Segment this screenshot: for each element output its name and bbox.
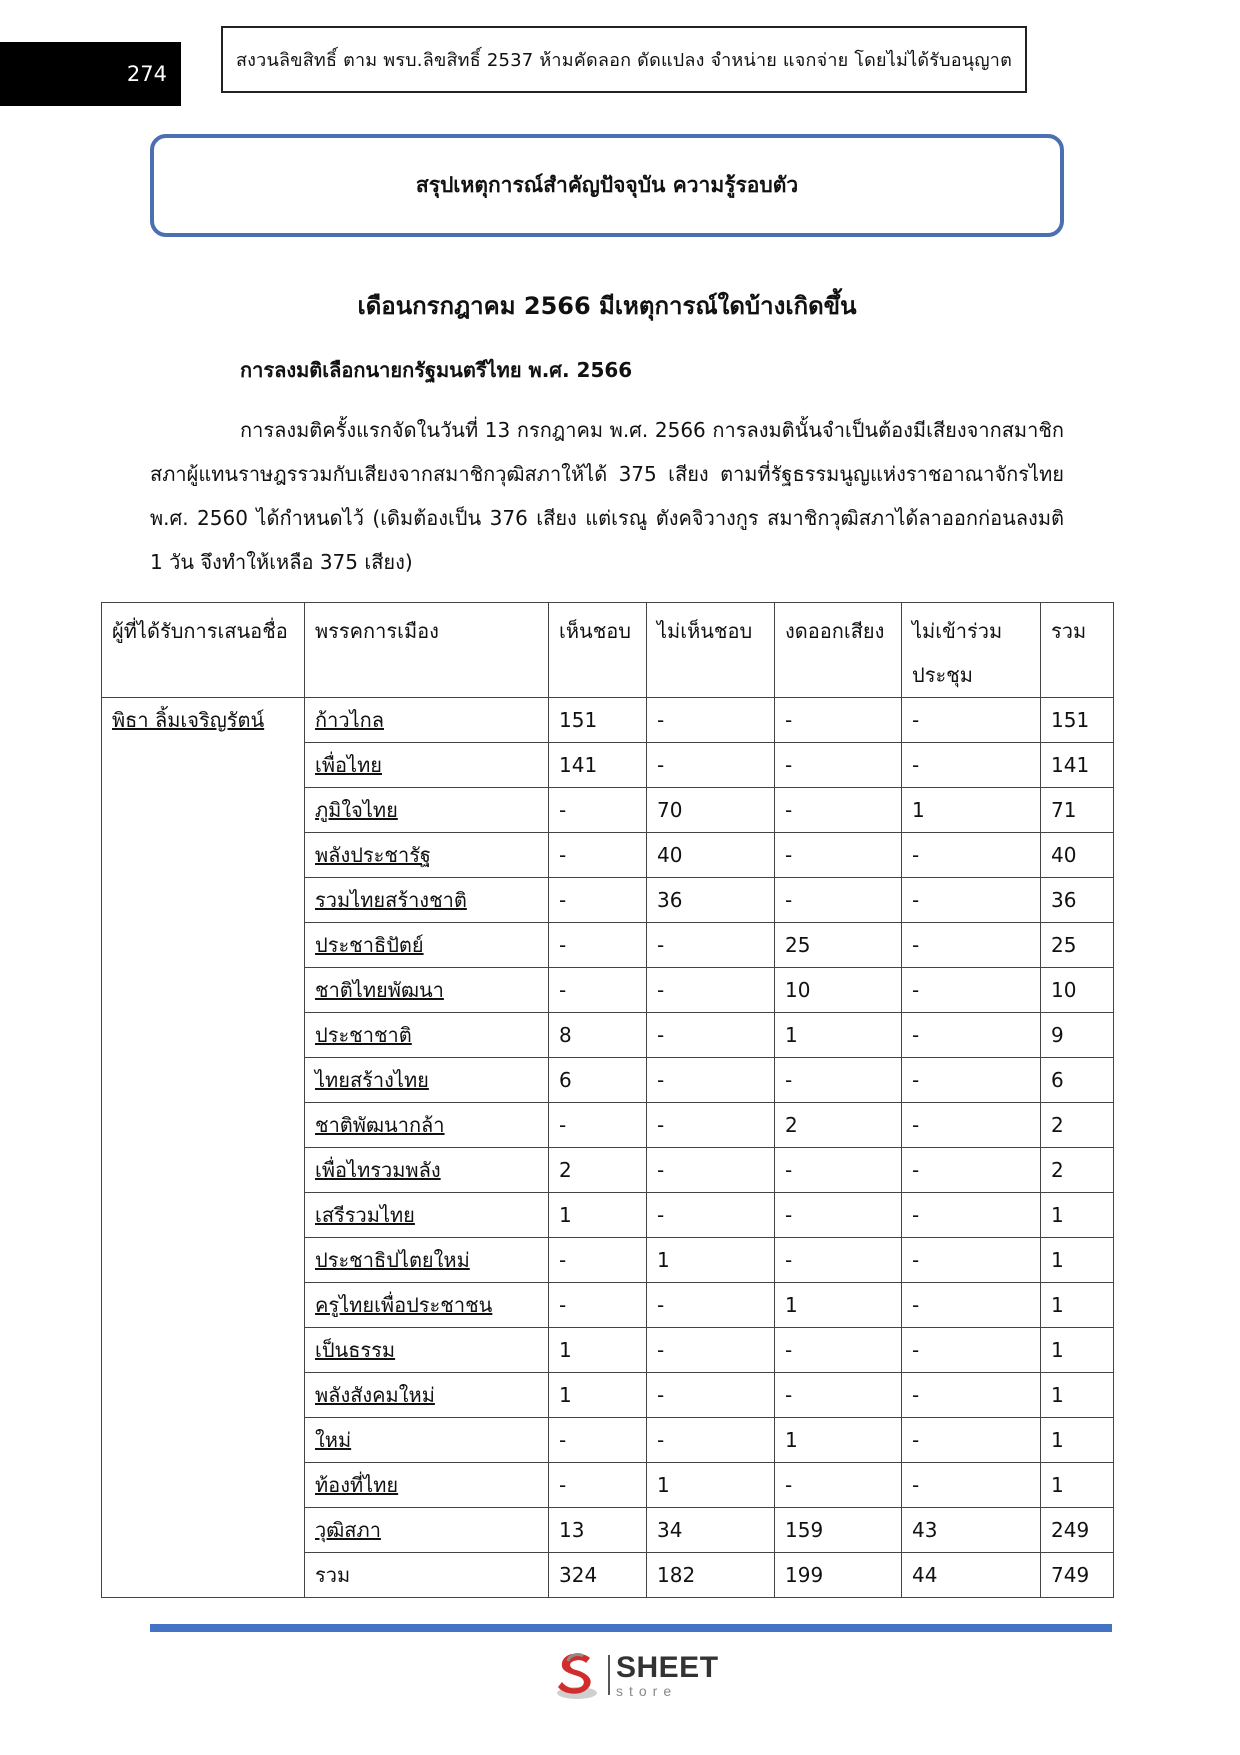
- cell-total: 9: [1041, 1013, 1114, 1058]
- cell-abstain: -: [775, 1193, 902, 1238]
- cell-abstain: -: [775, 1148, 902, 1193]
- cell-approve: 8: [549, 1013, 647, 1058]
- party-link[interactable]: ประชาธิปไตยใหม่: [315, 1248, 470, 1272]
- cell-party: [305, 698, 549, 743]
- cell-party: [305, 1238, 549, 1283]
- cell-abstain: -: [775, 788, 902, 833]
- cell-abstain: -: [775, 743, 902, 788]
- article-paragraph: การลงมติครั้งแรกจัดในวันที่ 13 กรกฎาคม พ.ศ. 2566 การลงมตินั้นจำเป็นต้องมีเสียงจากสมาชิกสภาผู้แทนราษฎรรวมกับเสียงจากสมาชิกวุฒิสภาให้ได้ 375 เสียง ตามที่รัฐธรรมนูญแห่งราชอาณาจักรไทย พ.ศ. 2560 ได้กำหนดไว้ (เดิมต้องเป็น 376 เสียง แต่เรณู ตังคจิวางกูร สมาชิกวุฒิสภาได้ลาออกก่อนลงมติ 1 วัน จึงทำให้เหลือ 375 เสียง): [150, 418, 1064, 574]
- logo-word: SHEET: [616, 1650, 719, 1684]
- cell-disapprove: 1: [647, 1238, 775, 1283]
- party-link[interactable]: เพื่อไทรวมพลัง: [315, 1158, 441, 1182]
- party-link[interactable]: รวมไทยสร้างชาติ: [315, 888, 467, 912]
- header-approve: เห็นชอบ: [549, 603, 647, 698]
- sheet-store-logo: [552, 1648, 722, 1702]
- cell-absent: -: [902, 1058, 1041, 1103]
- cell-total: 1: [1041, 1328, 1114, 1373]
- cell-approve: 1: [549, 1373, 647, 1418]
- cell-absent: 44: [902, 1553, 1041, 1598]
- cell-disapprove: -: [647, 1013, 775, 1058]
- cell-absent: -: [902, 878, 1041, 923]
- cell-approve: -: [549, 1238, 647, 1283]
- cell-abstain: 2: [775, 1103, 902, 1148]
- cell-total: 6: [1041, 1058, 1114, 1103]
- cell-party: [305, 1508, 549, 1553]
- party-link[interactable]: เสรีรวมไทย: [315, 1203, 415, 1227]
- article-subheading: การลงมติเลือกนายกรัฐมนตรีไทย พ.ศ. 2566: [240, 358, 633, 382]
- cell-approve: 13: [549, 1508, 647, 1553]
- cell-absent: -: [902, 1013, 1041, 1058]
- cell-disapprove: -: [647, 968, 775, 1013]
- party-link[interactable]: ชาติพัฒนากล้า: [315, 1113, 445, 1137]
- cell-absent: -: [902, 698, 1041, 743]
- cell-abstain: -: [775, 1328, 902, 1373]
- cell-absent: -: [902, 833, 1041, 878]
- page-number: 274: [126, 62, 167, 86]
- footer-bar: [150, 1624, 1112, 1632]
- cell-disapprove: -: [647, 923, 775, 968]
- header-total: รวม: [1041, 603, 1114, 698]
- cell-party: [305, 1193, 549, 1238]
- cell-absent: -: [902, 1238, 1041, 1283]
- cell-party: [305, 1058, 549, 1103]
- cell-party: [305, 1283, 549, 1328]
- party-link[interactable]: ท้องที่ไทย: [315, 1473, 399, 1497]
- party-link[interactable]: ประชาชาติ: [315, 1023, 412, 1047]
- cell-absent: -: [902, 923, 1041, 968]
- logo-subword: store: [616, 1682, 678, 1699]
- cell-approve: -: [549, 1283, 647, 1328]
- table-row: [102, 698, 1114, 743]
- cell-total: 36: [1041, 878, 1114, 923]
- cell-total: 2: [1041, 1103, 1114, 1148]
- cell-disapprove: 40: [647, 833, 775, 878]
- header-abstain: งดออกเสียง: [775, 603, 902, 698]
- cell-disapprove: -: [647, 1418, 775, 1463]
- cell-total: 1: [1041, 1463, 1114, 1508]
- party-link[interactable]: พลังประชารัฐ: [315, 843, 431, 867]
- cell-party: [305, 1013, 549, 1058]
- cell-absent: -: [902, 1193, 1041, 1238]
- cell-total: 749: [1041, 1553, 1114, 1598]
- cell-party: [305, 1328, 549, 1373]
- cell-disapprove: 70: [647, 788, 775, 833]
- cell-total: 1: [1041, 1373, 1114, 1418]
- page-number-tab: [0, 42, 181, 106]
- cell-total: 141: [1041, 743, 1114, 788]
- cell-total: 25: [1041, 923, 1114, 968]
- cell-approve: -: [549, 833, 647, 878]
- cell-approve: 151: [549, 698, 647, 743]
- cell-absent: -: [902, 1148, 1041, 1193]
- cell-disapprove: -: [647, 698, 775, 743]
- header-disapprove: ไม่เห็นชอบ: [647, 603, 775, 698]
- party-link[interactable]: ครูไทยเพื่อประชาชน: [315, 1293, 493, 1317]
- page-heading: เดือนกรกฎาคม 2566 มีเหตุการณ์ใดบ้างเกิดขึ้น: [357, 292, 857, 320]
- cell-total: 40: [1041, 833, 1114, 878]
- sheet-store-s-logo-icon: [552, 1649, 602, 1701]
- cell-disapprove: 36: [647, 878, 775, 923]
- cell-party: [305, 1418, 549, 1463]
- cell-absent: 43: [902, 1508, 1041, 1553]
- cell-absent: -: [902, 1373, 1041, 1418]
- cell-party: [305, 1463, 549, 1508]
- section-title-box: [150, 134, 1064, 237]
- cell-absent: -: [902, 743, 1041, 788]
- cell-abstain: 10: [775, 968, 902, 1013]
- cell-approve: -: [549, 1103, 647, 1148]
- cell-approve: 141: [549, 743, 647, 788]
- cell-disapprove: 1: [647, 1463, 775, 1508]
- party-link[interactable]: ก้าวไกล: [315, 708, 384, 732]
- header-party: พรรคการเมือง: [305, 603, 549, 698]
- nominee-link[interactable]: พิธา ลิ้มเจริญรัตน์: [112, 708, 265, 732]
- cell-approve: -: [549, 788, 647, 833]
- cell-approve: -: [549, 1463, 647, 1508]
- logo-text: [616, 1650, 719, 1699]
- party-link[interactable]: เป็นธรรม: [315, 1338, 396, 1362]
- logo-separator: [608, 1655, 610, 1695]
- cell-party: [305, 923, 549, 968]
- cell-disapprove: -: [647, 1103, 775, 1148]
- party-link[interactable]: ชาติไทยพัฒนา: [315, 978, 444, 1002]
- cell-abstain: 159: [775, 1508, 902, 1553]
- cell-disapprove: 182: [647, 1553, 775, 1598]
- cell-approve: -: [549, 923, 647, 968]
- cell-abstain: -: [775, 698, 902, 743]
- cell-absent: -: [902, 1283, 1041, 1328]
- cell-approve: -: [549, 878, 647, 923]
- cell-disapprove: -: [647, 1148, 775, 1193]
- cell-party: [305, 1148, 549, 1193]
- cell-abstain: 1: [775, 1013, 902, 1058]
- vote-results-table: [101, 602, 1114, 1598]
- cell-absent: -: [902, 1418, 1041, 1463]
- header-nominee: ผู้ที่ได้รับการเสนอชื่อ: [102, 603, 305, 698]
- cell-abstain: -: [775, 1058, 902, 1103]
- party-link[interactable]: ไทยสร้างไทย: [315, 1068, 429, 1092]
- section-title: สรุปเหตุการณ์สำคัญปัจจุบัน ความรู้รอบตัว: [415, 173, 799, 197]
- cell-total: 151: [1041, 698, 1114, 743]
- cell-absent: -: [902, 1103, 1041, 1148]
- cell-absent: -: [902, 1328, 1041, 1373]
- cell-party: [305, 878, 549, 923]
- table-body: [102, 698, 1114, 1598]
- cell-total: 1: [1041, 1418, 1114, 1463]
- party-link[interactable]: เพื่อไทย: [315, 753, 382, 777]
- cell-abstain: 25: [775, 923, 902, 968]
- copyright-notice: สงวนลิขสิทธิ์ ตาม พรบ.ลิขสิทธิ์ 2537 ห้ามคัดลอก ดัดแปลง จำหน่าย แจกจ่าย โดยไม่ได้รับอนุญาต: [221, 26, 1027, 93]
- cell-approve: 6: [549, 1058, 647, 1103]
- cell-party: [305, 968, 549, 1013]
- cell-party: [305, 1373, 549, 1418]
- cell-disapprove: 34: [647, 1508, 775, 1553]
- party-link[interactable]: พลังสังคมใหม่: [315, 1383, 435, 1407]
- cell-party: [305, 788, 549, 833]
- cell-party: รวม: [305, 1553, 549, 1598]
- cell-abstain: -: [775, 833, 902, 878]
- cell-disapprove: -: [647, 1373, 775, 1418]
- header-absent: ไม่เข้าร่วมประชุม: [902, 603, 1041, 698]
- cell-absent: -: [902, 1463, 1041, 1508]
- cell-approve: 2: [549, 1148, 647, 1193]
- cell-total: 10: [1041, 968, 1114, 1013]
- table-header-row: [102, 603, 1114, 698]
- cell-party: [305, 1103, 549, 1148]
- cell-abstain: -: [775, 1463, 902, 1508]
- cell-total: 249: [1041, 1508, 1114, 1553]
- cell-abstain: -: [775, 1238, 902, 1283]
- cell-disapprove: -: [647, 1058, 775, 1103]
- cell-approve: 324: [549, 1553, 647, 1598]
- party-link[interactable]: ประชาธิปัตย์: [315, 933, 424, 957]
- cell-approve: 1: [549, 1193, 647, 1238]
- cell-absent: -: [902, 968, 1041, 1013]
- cell-party: [305, 743, 549, 788]
- cell-total: 1: [1041, 1283, 1114, 1328]
- cell-approve: 1: [549, 1328, 647, 1373]
- cell-disapprove: -: [647, 1193, 775, 1238]
- cell-total: 71: [1041, 788, 1114, 833]
- cell-abstain: 1: [775, 1418, 902, 1463]
- party-link[interactable]: ภูมิใจไทย: [315, 798, 398, 822]
- cell-total: 1: [1041, 1238, 1114, 1283]
- cell-disapprove: -: [647, 1283, 775, 1328]
- party-link[interactable]: วุฒิสภา: [315, 1518, 381, 1542]
- cell-total: 1: [1041, 1193, 1114, 1238]
- cell-disapprove: -: [647, 743, 775, 788]
- cell-abstain: -: [775, 878, 902, 923]
- cell-abstain: 199: [775, 1553, 902, 1598]
- cell-total: 2: [1041, 1148, 1114, 1193]
- cell-party: [305, 833, 549, 878]
- cell-abstain: -: [775, 1373, 902, 1418]
- cell-disapprove: -: [647, 1328, 775, 1373]
- cell-approve: -: [549, 1418, 647, 1463]
- cell-abstain: 1: [775, 1283, 902, 1328]
- party-link[interactable]: ใหม่: [315, 1428, 352, 1452]
- cell-absent: 1: [902, 788, 1041, 833]
- nominee-cell: [102, 698, 305, 1598]
- cell-approve: -: [549, 968, 647, 1013]
